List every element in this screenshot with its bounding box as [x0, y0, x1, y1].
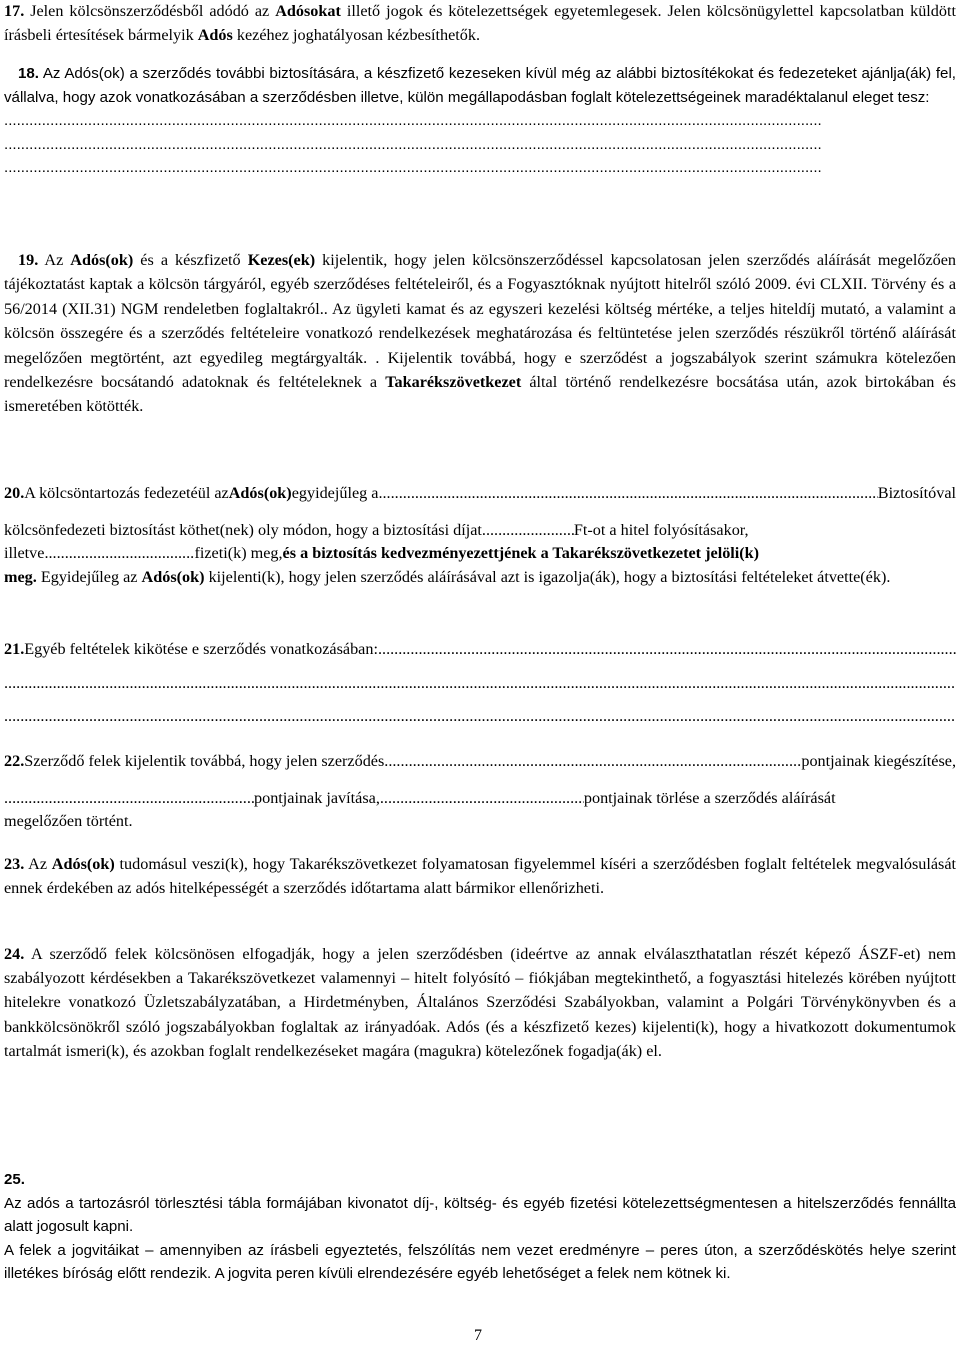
- section-25-paragraph-2: A felek a jogvitáikat – amennyiben az írásbeli egyeztetés, felszólítás nem vezet eredményre – peres úton, a szerződéskötés helye szerint illetékes bíróság előtt rendezik. A jogvita peren kívüli elrendezésére egyéb lehetőséget a felek nem kötnek ki.: [4, 1241, 956, 1283]
- section-number: 19.: [18, 251, 39, 269]
- section-number: 18.: [18, 65, 39, 82]
- page-number: 7: [474, 1327, 482, 1344]
- section-number: 17.: [4, 2, 25, 20]
- fill-in-blank: [482, 519, 574, 543]
- section-number: 25.: [4, 1171, 25, 1188]
- blank-line: ...................................................................................................................................................................................................: [4, 112, 822, 130]
- fill-in-blank: [378, 482, 877, 506]
- section-18: 18. Az Adós(ok) a szerződés további biztosítására, a készfizető kezeseken kívül még az alábbi biztosítékokat és fedezeteket ajánlja(ák) fel, vállalva, hogy azok vonatkozásában a szerződésben illetve, külön megállapodásban foglalt kötelezettségeinek maradéktalanul eleget tesz: ................................................................................................................................................................................................... ................................................................................................................................................................................................... ...................................................................................................................................................................................................: [4, 62, 956, 180]
- section-number: 22.: [4, 752, 25, 770]
- blank-line: ...................................................................................................................................................................................................: [4, 159, 822, 177]
- fill-in-blank: [384, 750, 801, 774]
- section-19: 19. Az Adós(ok) és a készfizető Kezes(ek) kijelentik, hogy jelen kölcsönszerződéssel kapcsolatosan jelen szerződés aláírását megelőzően tájékoztatást kaptak a kölcsön tárgyáról, egyéb szerződéses feltételeiről, és a Fogyasztóknak nyújtott hitelről szóló 2009. évi CLXII. Törvény és a 56/2014 (XII.31) NGM rendeletben foglaltakról.. Az ügyleti kamat és az egyszeri kezelési költség mértéke, a teljes hiteldíj mutató, a valamint a kölcsön összegére és a szerződés feltételeire vonatkozó rendelkezések meghatározása és feltüntetése jelen szerződés részükről történő aláírását megelőzően megtörtént, azt egyedileg megtárgyalták. . Kijelentik továbbá, hogy e szerződést a jogszabályok szerint számukra kötelezően rendelkezésre bocsátandó adatoknak és feltételeknek a Takarékszövetkezet által történő rendelkezésre bocsátása után, azok birtokában és ismeretében kötötték.: [4, 251, 957, 416]
- section-number: 21.: [4, 640, 25, 658]
- section-22: 22. Szerződő felek kijelentik továbbá, hogy jelen szerződés ..... pontjainak kiegészítése, ..... pontjainak javítása, ..... pontjainak törlése a szerződés aláírását megelőzően történt.: [4, 750, 956, 834]
- section-25: [4, 1168, 956, 1286]
- section-24: 24. A szerződő felek kölcsönösen elfogadják, hogy a jelen szerződésben (ideértve az annak elválaszthatatlan részét képező ÁSZF-et) nem szabályozott kérdésekben a Takarékszövetkezet valamennyi – hitelt folyósító – fiókjában megtekinthető, a fogyasztási hitelezés körében nyújtott hitelekre vonatkozó Üzletszabályzatában, a Hirdetményben, Általános Szerződési Szabályokban, valamint a Polgári Törvénykönyvben és a bankkölcsönökről szóló jogszabályokban foglaltak az irányadóak. Adós (és a készfizető kezes) kijelenti(k), hogy a hivatkozott dokumentumok tartalmát ismeri(k), és azokban foglalt rendelkezéseket magára (magukra) kötelezőnek fogadja(ák) el.: [4, 945, 956, 1060]
- blank-line: ...................................................................................................................................................................................................: [4, 135, 822, 153]
- section-number: 23.: [4, 855, 25, 873]
- section-25-paragraph-1: Az adós a tartozásról törlesztési tábla formájában kivonatot díj-, költség- és egyéb fizetési kötelezettségmentesen a hitelszerződés fennállta alatt jogosult kapni.: [4, 1194, 956, 1236]
- blank-line: [4, 672, 956, 696]
- section-17: 17. Jelen kölcsönszerződésből adódó az Adósokat illető jogok és kötelezettségek egyetemlegesek. Jelen kölcsönügylettel kapcsolatban küldött írásbeli értesítések bármelyik Adós kezéhez joghatályosan kézbesíthetők.: [4, 2, 956, 44]
- section-21: 21. Egyéb feltételek kikötése e szerződés vonatkozásában: ..... ..... .....: [4, 638, 956, 729]
- section-20: 20. A kölcsöntartozás fedezetéül az Adós(ok) egyidejűleg a ..... Biztosítóval kölcsönfedezeti biztosítást köthet(nek) oly módon, hogy a biztosítási díjat ..... Ft-ot a hitel folyósításakor, illetve ..... fizeti(k) meg, és a biztosítás kedvezményezettjének a Takarékszövetkezetet jelöli(k) meg. Egyidejűleg az Adós(ok) kijelenti(k), hogy jelen szerződés aláírásával azt is igazolja(ák), hogy a biztosítási feltételeket átvette(ék).: [4, 482, 956, 589]
- section-23: 23. Az Adós(ok) tudomásul veszi(k), hogy Takarékszövetkezet folyamatosan figyelemmel kíséri a szerződésben foglalt feltételek megvalósulását ennek érdekében az adós hitelképességét a szerződés időtartama alatt bármikor ellenőrizheti.: [4, 855, 957, 897]
- fill-in-blank: [44, 542, 194, 566]
- fill-in-blank: [378, 638, 956, 662]
- section-number: 20.: [4, 484, 25, 502]
- fill-in-blank: [4, 787, 254, 811]
- blank-line: [4, 705, 956, 729]
- section-number: 24.: [4, 945, 25, 963]
- fill-in-blank: [380, 787, 584, 811]
